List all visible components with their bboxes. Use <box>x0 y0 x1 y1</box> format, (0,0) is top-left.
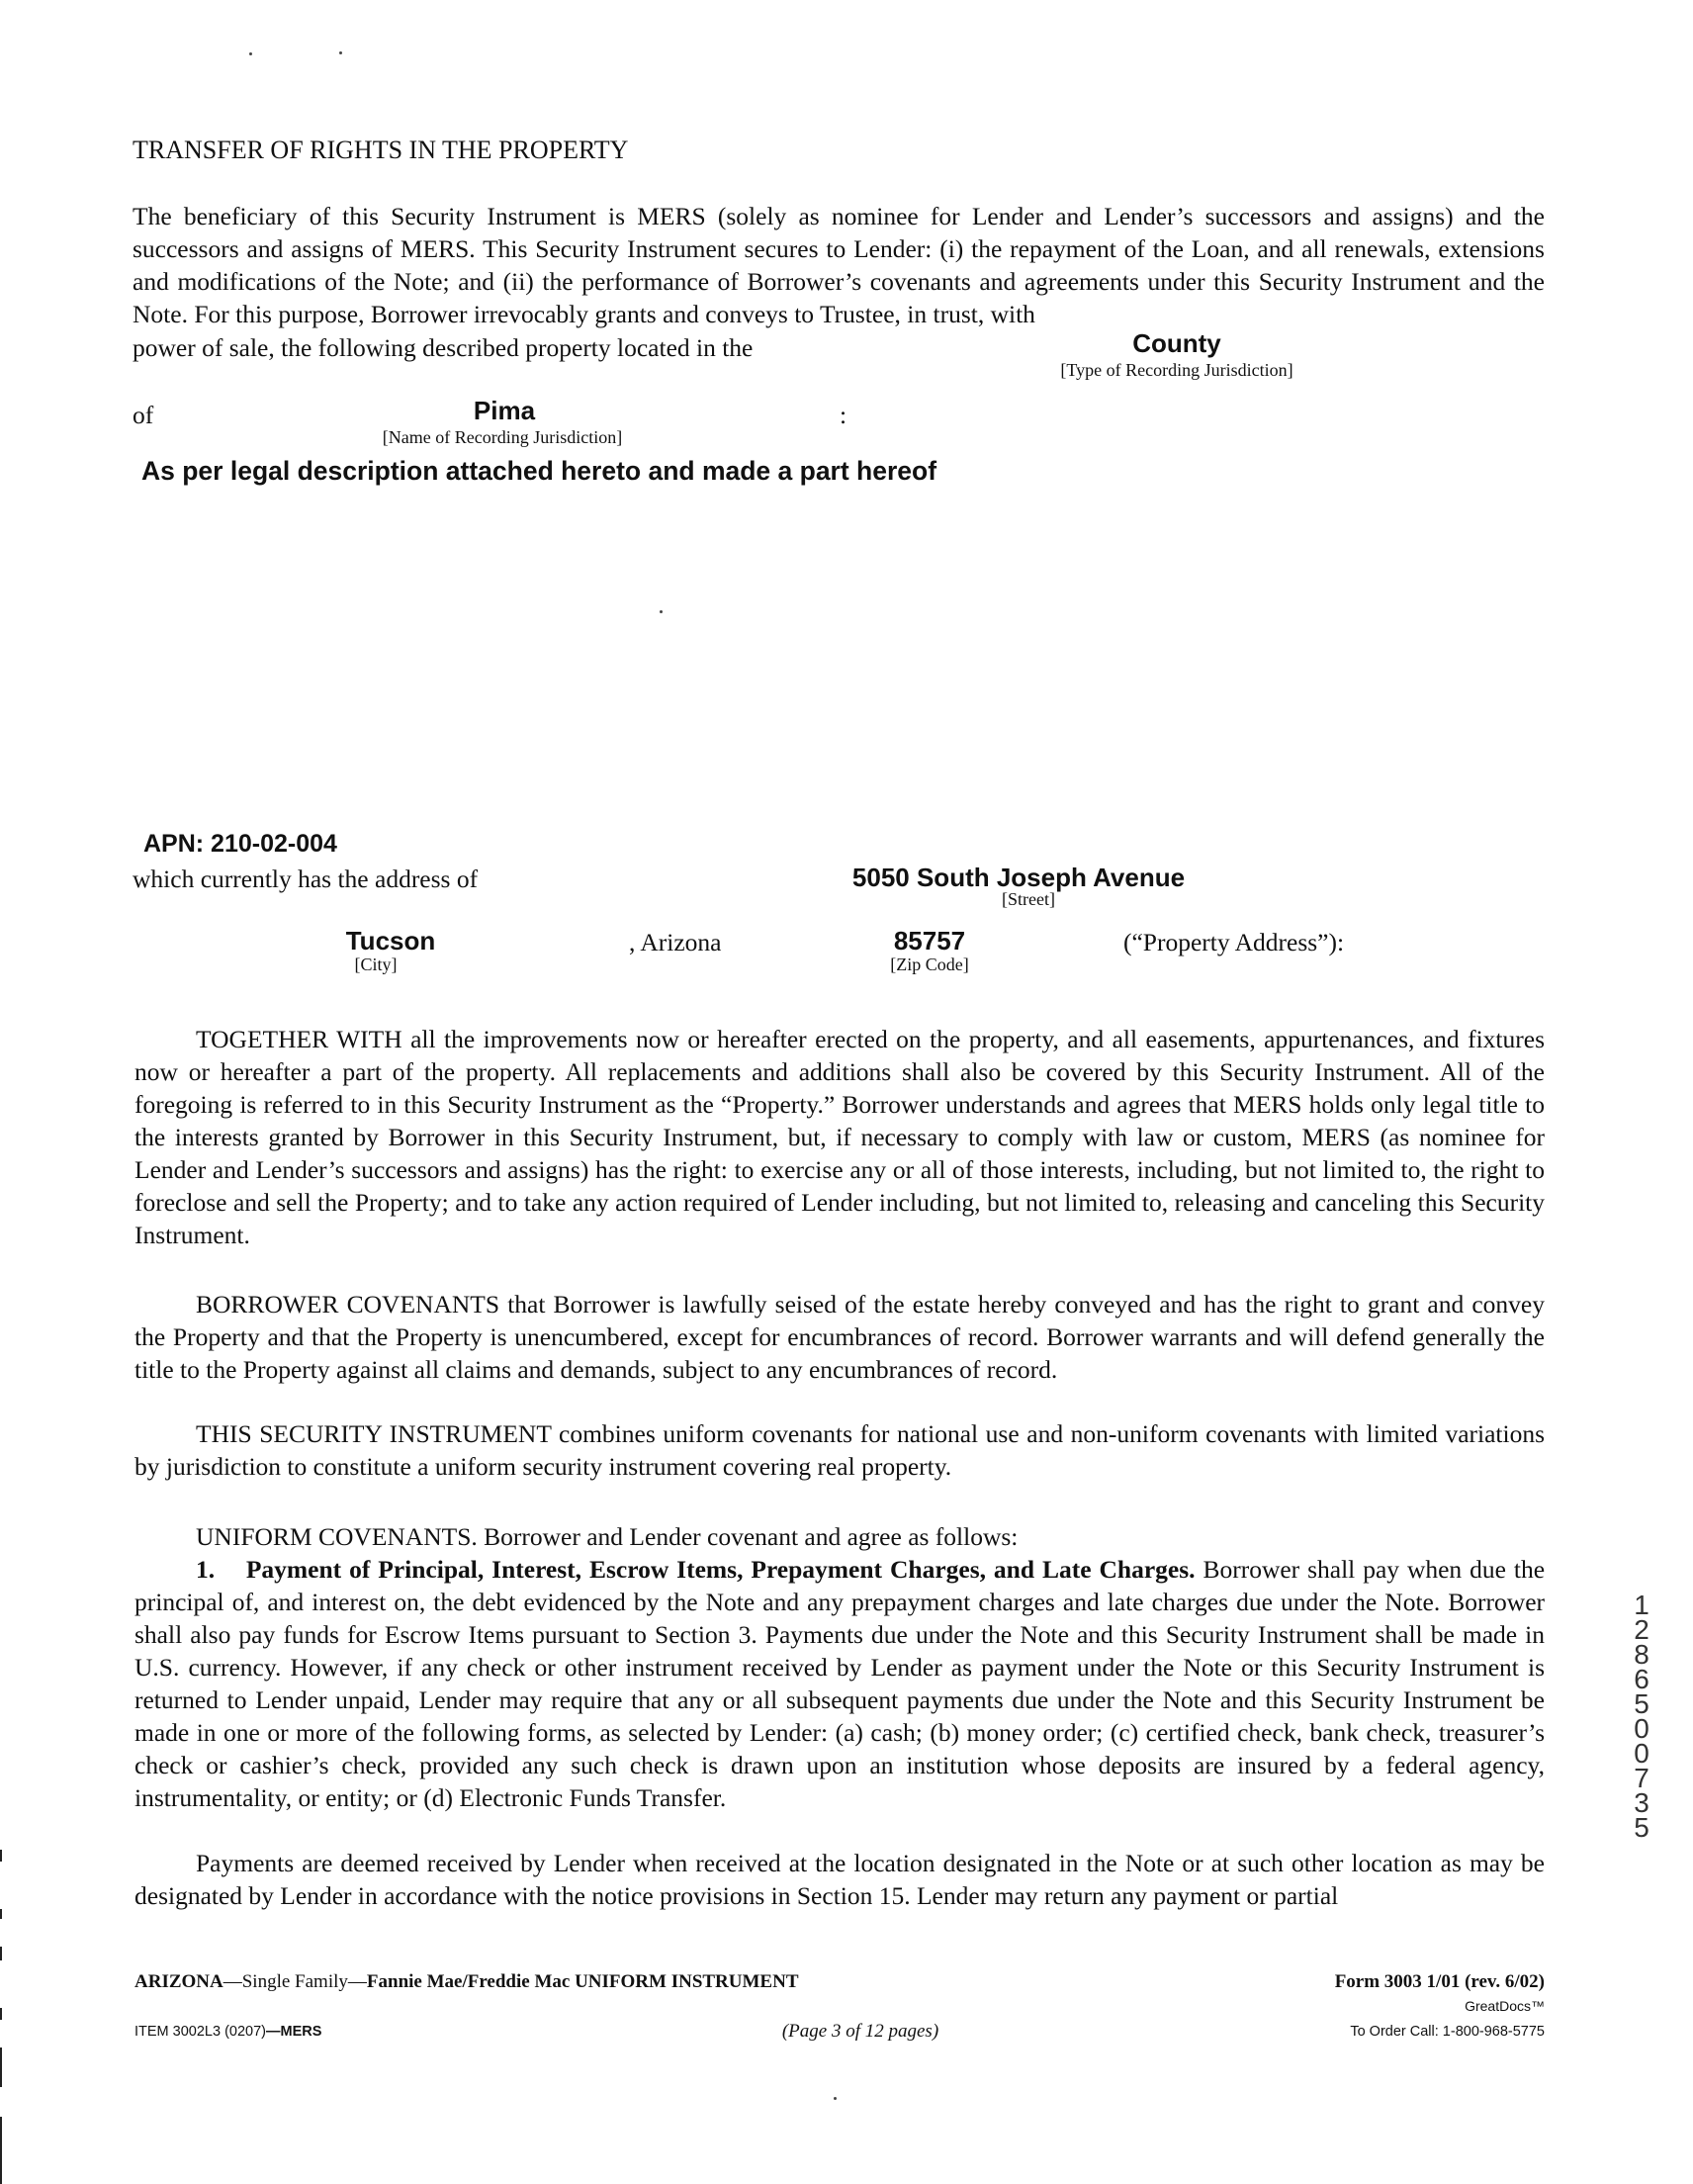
city-caption: [City] <box>354 955 398 974</box>
footer-form: Form 3003 1/01 (rev. 6/02) <box>1334 1971 1545 1992</box>
street-caption: [Street] <box>1002 889 1055 909</box>
address-lead: which currently has the address of <box>133 864 479 893</box>
section-1-title: Payment of Principal, Interest, Escrow Items, Prepayment Charges, and Late Charges. <box>245 1555 1196 1584</box>
scan-edge-mark <box>0 1909 2 1919</box>
state-value: , Arizona <box>629 928 722 956</box>
scan-edge-mark <box>0 2048 2 2087</box>
jurisdiction-colon: : <box>840 401 847 429</box>
zip-caption: [Zip Code] <box>890 955 969 974</box>
together-with-paragraph: TOGETHER WITH all the improvements now or hereafter erected on the property, and all easements, appurtenances, and fixtures now or hereafter a part of the property. All replacements and additions shall also be covered by this Security Instrument. All of the foregoing is referred to in this Security Instrument as the “Property.” Borrower understands and agrees that MERS holds only legal title to the interests granted by Borrower in this Security Instrument, but, if necessary to comply with law or custom, MERS (as nominee for Lender and Lender’s successors and assigns) has the right: to exercise any or all of those interests, including, but not limited to, the right to foreclose and sell the Property; and to take any action required of Lender including, but not limited to, releasing and canceling this Security Instrument. <box>134 1025 1545 1249</box>
borrower-covenants-paragraph: BORROWER COVENANTS that Borrower is lawfully seised of the estate hereby conveyed and has the right to grant and convey the Property and that the Property is unencumbered, except for encumbrances of record. Borrower warrants and will defend generally the title to the Property against all claims and demands, subject to any encumbrances of record. <box>134 1290 1545 1384</box>
footer-item: ITEM 3002L3 (0207) <box>134 2024 266 2040</box>
footer-instrument-line <box>134 1971 799 1993</box>
zip-value: 85757 <box>893 926 966 956</box>
jurisdiction-name-value: Pima <box>473 396 536 425</box>
scan-edge-mark <box>0 1850 2 1862</box>
jurisdiction-type-value: County <box>1132 328 1221 358</box>
jurisdiction-type-caption: [Type of Recording Jurisdiction] <box>1060 360 1293 380</box>
footer-item-line <box>134 2024 321 2040</box>
intro-last-line: power of sale, the following described property located in the <box>133 333 754 362</box>
street-value: 5050 South Joseph Avenue <box>851 863 1186 892</box>
section-1-number: 1. <box>196 1555 216 1584</box>
scan-speck <box>249 52 252 55</box>
footer-state: ARIZONA <box>134 1971 223 1992</box>
city-value: Tucson <box>345 926 436 956</box>
recording-number-stamp <box>1627 1592 1656 1860</box>
footer-item-suffix: —MERS <box>266 2024 322 2040</box>
section-1-paragraph <box>134 1553 1545 1814</box>
jurisdiction-name-caption: [Name of Recording Jurisdiction] <box>382 427 623 447</box>
section-heading: TRANSFER OF RIGHTS IN THE PROPERTY <box>133 136 629 164</box>
scan-edge-mark <box>0 2117 2 2184</box>
scan-edge-mark <box>0 1947 2 1960</box>
of-label: of <box>133 401 154 429</box>
payments-received-paragraph: Payments are deemed received by Lender when received at the location designated in the Note or at such other location as may be designated by Lender in accordance with the notice provisions in Section 15. Lender may return any payment or partial <box>134 1849 1545 1910</box>
footer-middle: —Single Family— <box>223 1971 367 1992</box>
footer-order: To Order Call: 1-800-968-5775 <box>1350 2024 1545 2040</box>
footer-instrument: Fannie Mae/Freddie Mac UNIFORM INSTRUMENT <box>366 1971 799 1992</box>
apn: APN: 210-02-004 <box>143 830 337 858</box>
intro-paragraph: The beneficiary of this Security Instrument is MERS (solely as nominee for Lender and Lender’s successors and assigns) and the successors and assigns of MERS. This Security Instrument secures to Lender: (i) the repayment of the Loan, and all renewals, extensions and modifications of the Note; and (ii) the performance of Borrower’s covenants and agreements under this Security Instrument and the Note. For this purpose, Borrower irrevocably grants and conveys to Trustee, in trust, with <box>133 202 1545 328</box>
scan-speck <box>834 2097 837 2100</box>
uniform-covenants-line: UNIFORM COVENANTS. Borrower and Lender covenant and agree as follows: <box>196 1522 1019 1551</box>
scan-speck <box>339 51 342 54</box>
section-1-text: Borrower shall pay when due the principal of, and interest on, the debt evidenced by the Note and any prepayment charges and late charges due under the Note. Borrower shall also pay funds for Escrow Items pursuant to Section 3. Payments due under the Note and this Security Instrument shall be made in U.S. currency. However, if any check or other instrument received by Lender as payment under the Note or this Security Instrument is returned to Lender unpaid, Lender may require that any or all subsequent payments due under the Note and this Security Instrument be made in one or more of the following forms, as selected by Lender: (a) cash; (b) money order; (c) certified check, bank check, treasurer’s check or cashier’s check, provided any such check is drawn upon an institution whose deposits are insured by a federal agency, instrumentality, or entity; or (d) Electronic Funds Transfer. <box>134 1555 1546 1812</box>
legal-description: As per legal description attached hereto and made a part hereof <box>141 456 937 486</box>
scan-edge-mark <box>0 2008 2 2020</box>
recording-number-stamp-digits: 1 2 8 6 5 0 0 7 3 5 <box>1634 1590 1649 1843</box>
property-address-label: (“Property Address”): <box>1123 928 1345 956</box>
scan-speck <box>660 610 663 613</box>
this-instrument-paragraph: THIS SECURITY INSTRUMENT combines uniform covenants for national use and non-uniform covenants with limited variations by jurisdiction to constitute a uniform security instrument covering real property. <box>134 1419 1545 1481</box>
footer-vendor: GreatDocs™ <box>1465 1998 1545 2014</box>
footer-page-number: (Page 3 of 12 pages) <box>781 2021 939 2042</box>
